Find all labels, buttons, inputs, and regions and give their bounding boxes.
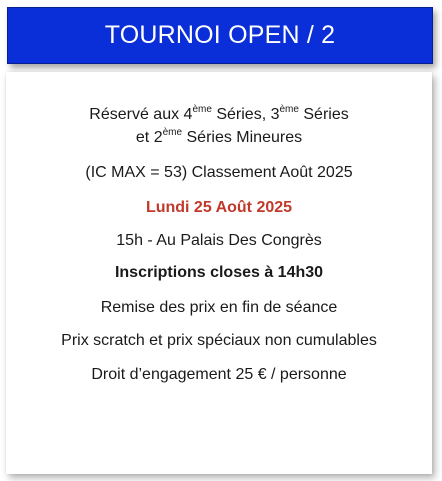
classement-line: (IC MAX = 53) Classement Août 2025 xyxy=(85,164,353,181)
page-title: TOURNOI OPEN / 2 xyxy=(104,21,336,49)
title-banner xyxy=(7,7,433,64)
eligibility-line-2 xyxy=(6,127,432,151)
eligibility-text: Séries xyxy=(298,106,349,123)
eligibility-text: Séries, 3 xyxy=(211,106,280,123)
eligibility-text: Séries Mineures xyxy=(182,129,303,146)
inscriptions-line: Inscriptions closes à 14h30 xyxy=(114,264,324,281)
eligibility-text: Réservé aux 4 xyxy=(89,106,193,123)
droit-line: Droit d’engagement 25 € / personne xyxy=(91,366,347,383)
eligibility-text: et 2 xyxy=(135,129,163,146)
eligibility-line-1 xyxy=(6,104,432,128)
time-place-line: 15h - Au Palais Des Congrès xyxy=(116,232,322,249)
tournament-info-card xyxy=(6,72,432,474)
prix-line: Prix scratch et prix spéciaux non cumulables xyxy=(61,332,377,349)
ordinal-suffix: ème xyxy=(279,104,299,115)
ordinal-suffix: ème xyxy=(162,127,183,138)
remise-line: Remise des prix en fin de séance xyxy=(100,299,338,316)
tournament-date: Lundi 25 Août 2025 xyxy=(145,199,293,216)
ordinal-suffix: ème xyxy=(192,104,212,115)
